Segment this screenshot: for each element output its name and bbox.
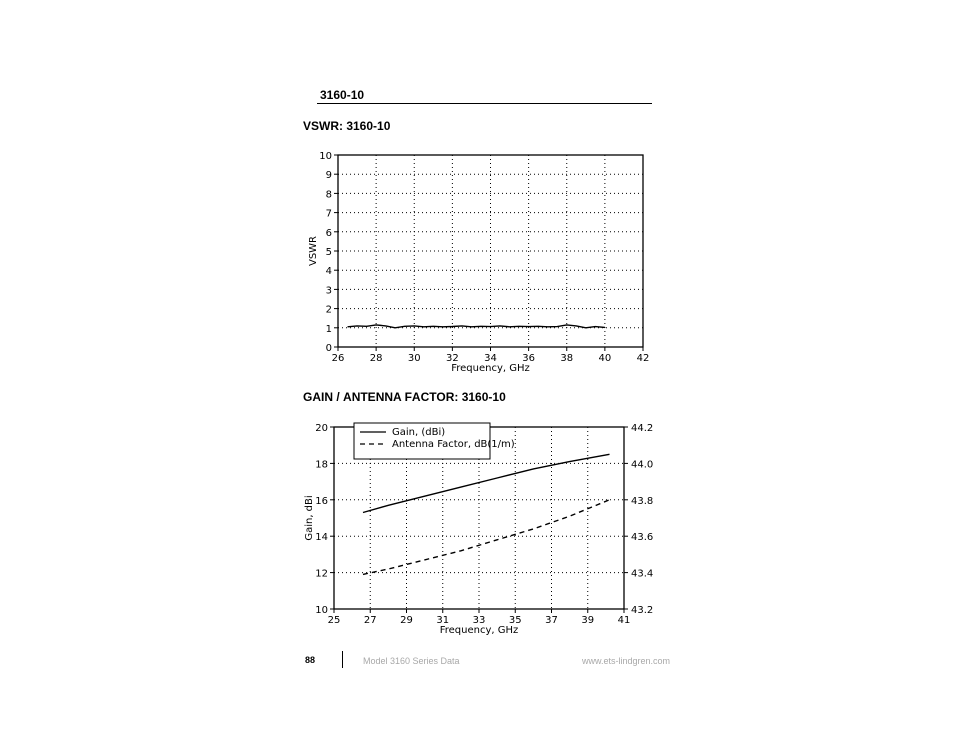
gain-title-part: F: [404, 390, 412, 404]
chart2-xtick-label: 29: [400, 615, 413, 626]
gain-title-part: A: [343, 390, 352, 404]
chart1-ytick-label: 2: [325, 304, 332, 316]
chart2-ytick-label: 16: [315, 495, 328, 507]
chart1-ytick-label: 8: [325, 189, 332, 201]
chart2-y2tick-label: 44.2: [631, 423, 654, 434]
chart1-ytick-label: 3: [325, 285, 332, 297]
chart1-ytick-label: 10: [319, 151, 332, 162]
chart2-y2tick-label: 43.8: [631, 495, 654, 507]
gain-title-part: ACTOR: [411, 390, 455, 404]
chart2-xtick-label: 25: [327, 615, 341, 626]
page-header-title: 3160-10: [320, 88, 365, 102]
vswr-section-title: VSWR: 3160-10: [303, 119, 391, 133]
chart1-xtick-label: 40: [598, 353, 612, 364]
chart1-xtick-label: 42: [636, 353, 650, 364]
chart1-xlabel: Frequency, GHz: [451, 363, 530, 374]
chart2-xtick-label: 27: [363, 615, 377, 626]
chart1-xtick-label: 36: [522, 353, 535, 364]
chart1-ytick-label: 0: [325, 343, 332, 354]
chart2-legend-label: Gain, (dBi): [392, 427, 446, 438]
chart2-ytick-label: 14: [315, 532, 328, 544]
chart1-xtick-label: 30: [407, 353, 421, 364]
chart2-xtick-label: 39: [581, 615, 595, 626]
chart2-xlabel: Frequency, GHz: [439, 625, 519, 636]
gain-title-part: AIN /: [312, 390, 344, 404]
chart1-ytick-label: 9: [325, 170, 332, 182]
chart1-ytick-label: 4: [325, 266, 332, 278]
footer-divider: [342, 651, 343, 668]
chart1-xtick-label: 32: [446, 353, 459, 364]
chart2-ytick-label: 20: [315, 423, 328, 434]
chart1-xtick-label: 38: [560, 353, 574, 364]
chart2-xtick-label: 35: [508, 615, 522, 626]
chart1-ytick-label: 1: [325, 323, 332, 335]
chart1-ylabel: VSWR: [308, 235, 319, 267]
chart2-ytick-label: 10: [315, 605, 328, 616]
chart2-xtick-label: 33: [472, 615, 486, 626]
chart2-xtick-label: 37: [545, 615, 558, 626]
footer-document-title: Model 3160 Series Data: [363, 656, 460, 666]
gain-title-part: NTENNA: [351, 390, 405, 404]
footer-url[interactable]: www.ets-lindgren.com: [582, 656, 671, 666]
chart2-y2tick-label: 43.6: [631, 532, 654, 544]
chart1-xtick-label: 26: [331, 353, 345, 364]
chart1-ytick-label: 7: [325, 208, 332, 220]
chart2-legend-label: Antenna Factor, dB(1/m): [392, 439, 515, 450]
chart1-ytick-label: 5: [325, 247, 332, 258]
chart1-xtick-label: 28: [369, 353, 383, 364]
chart2-y2tick-label: 43.2: [631, 605, 654, 616]
chart2-ylabel: Gain, dBi: [304, 495, 315, 541]
chart2-ytick-label: 12: [315, 568, 328, 580]
chart2-xtick-label: 41: [617, 615, 631, 626]
footer-page-number: 88: [305, 655, 316, 665]
chart2-xtick-label: 31: [436, 615, 450, 626]
gain-title-part: : 3160-10: [454, 390, 506, 404]
chart2-y2tick-label: 43.4: [631, 568, 654, 580]
gain-title-part: G: [303, 390, 313, 404]
chart2-series-line-2: [363, 500, 610, 575]
chart1-ytick-label: 6: [325, 227, 332, 239]
chart2-ytick-label: 18: [315, 459, 328, 471]
chart2-y2tick-label: 44.0: [631, 459, 654, 471]
chart1-xtick-label: 34: [484, 353, 497, 364]
